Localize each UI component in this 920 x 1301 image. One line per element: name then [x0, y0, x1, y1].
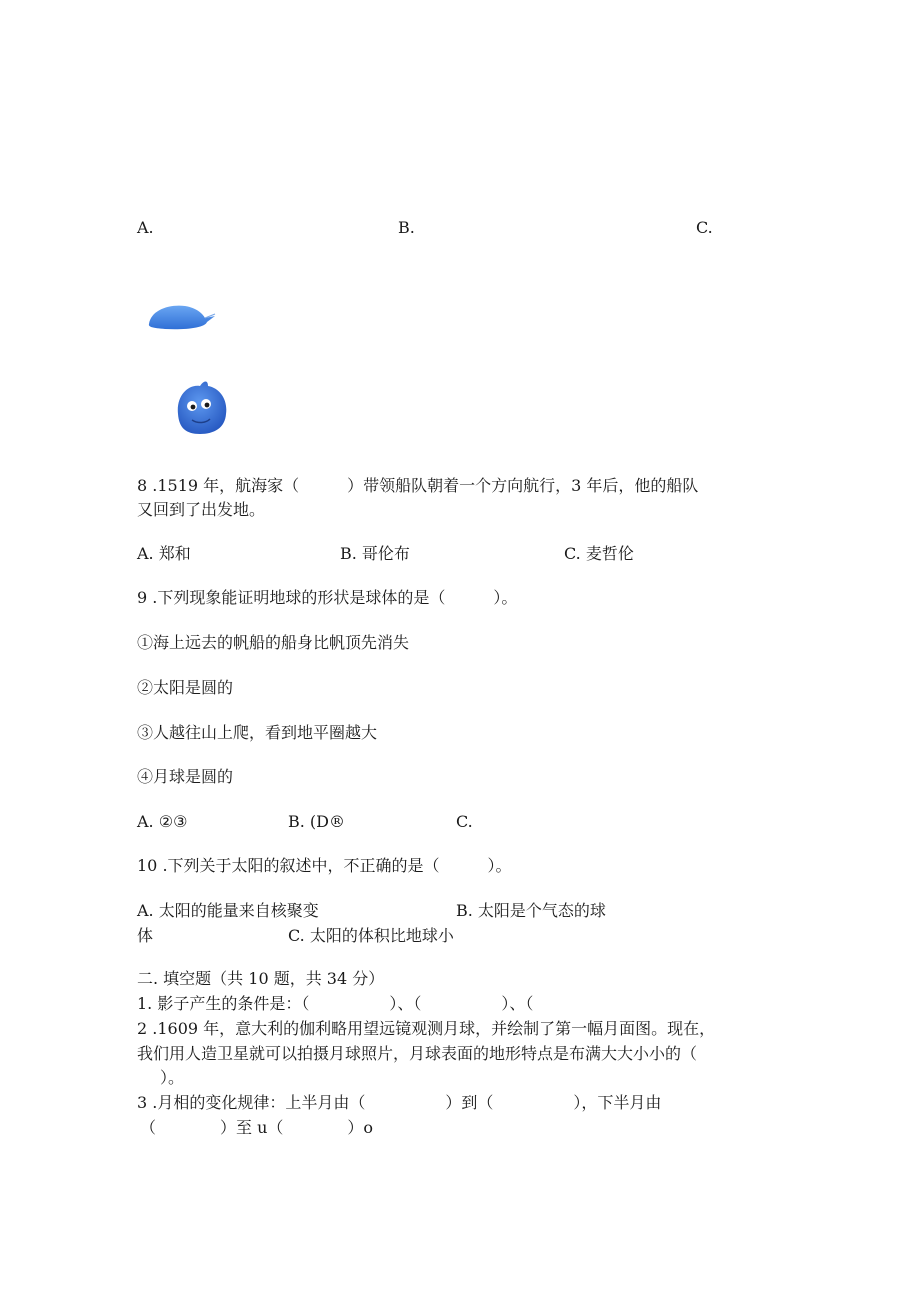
- q8-option-b: B. 哥伦布: [340, 544, 410, 563]
- round-blob-illustration: [170, 378, 230, 436]
- q9-item-1: ①海上远去的帆船的船身比帆顶先消失: [137, 633, 410, 652]
- q8-option-c: C. 麦哲伦: [564, 544, 634, 563]
- fill-2-line1: 2 .1609 年，意大利的伽利略用望远镜观测月球，并绘制了第一幅月面图。现在，: [137, 1019, 716, 1038]
- q10-stem: 10 .下列关于太阳的叙述中，不正确的是（ ）。: [137, 856, 512, 875]
- section-heading: 二. 填空题（共 10 题，共 34 分）: [137, 969, 385, 988]
- fill-3-line1: 3 .月相的变化规律：上半月由（ ）到（ ），下半月由: [137, 1093, 662, 1112]
- q9-item-3: ③人越往山上爬，看到地平圈越大: [137, 723, 378, 742]
- q9-item-2: ②太阳是圆的: [137, 678, 234, 697]
- fill-2-line2: 我们用人造卫星就可以拍摄月球照片，月球表面的地形特点是布满大大小小的（: [137, 1044, 698, 1063]
- q10-option-b: B. 太阳是个气态的球: [456, 901, 606, 920]
- q9-option-b: B. (D®: [288, 812, 345, 831]
- q9-stem: 9 .下列现象能证明地球的形状是球体的是（ ）。: [137, 588, 518, 607]
- q7-option-a: A.: [137, 218, 154, 237]
- fill-1: 1. 影子产生的条件是：（ ）、（ ）、（: [137, 994, 534, 1013]
- q7-option-b: B.: [398, 218, 415, 237]
- q9-option-a: A. ②③: [137, 812, 188, 831]
- fill-3-line2: （ ）至 u（ ）o: [140, 1118, 374, 1137]
- flat-blob-illustration: [145, 298, 217, 334]
- q8-option-a: A. 郑和: [137, 544, 191, 563]
- q9-option-c: C.: [456, 812, 473, 831]
- q10-option-c: C. 太阳的体积比地球小: [288, 926, 454, 945]
- q8-stem-line2: 又回到了出发地。: [137, 500, 266, 519]
- q8-stem-line1: 8 .1519 年，航海家（ ）带领船队朝着一个方向航行，3 年后，他的船队: [137, 476, 699, 495]
- q7-option-c: C.: [696, 218, 713, 237]
- q10-option-b-continuation: 体: [137, 926, 154, 945]
- q9-item-4: ④月球是圆的: [137, 767, 234, 786]
- fill-2-line3: ）。: [160, 1068, 185, 1087]
- q10-option-a: A. 太阳的能量来自核聚变: [137, 901, 319, 920]
